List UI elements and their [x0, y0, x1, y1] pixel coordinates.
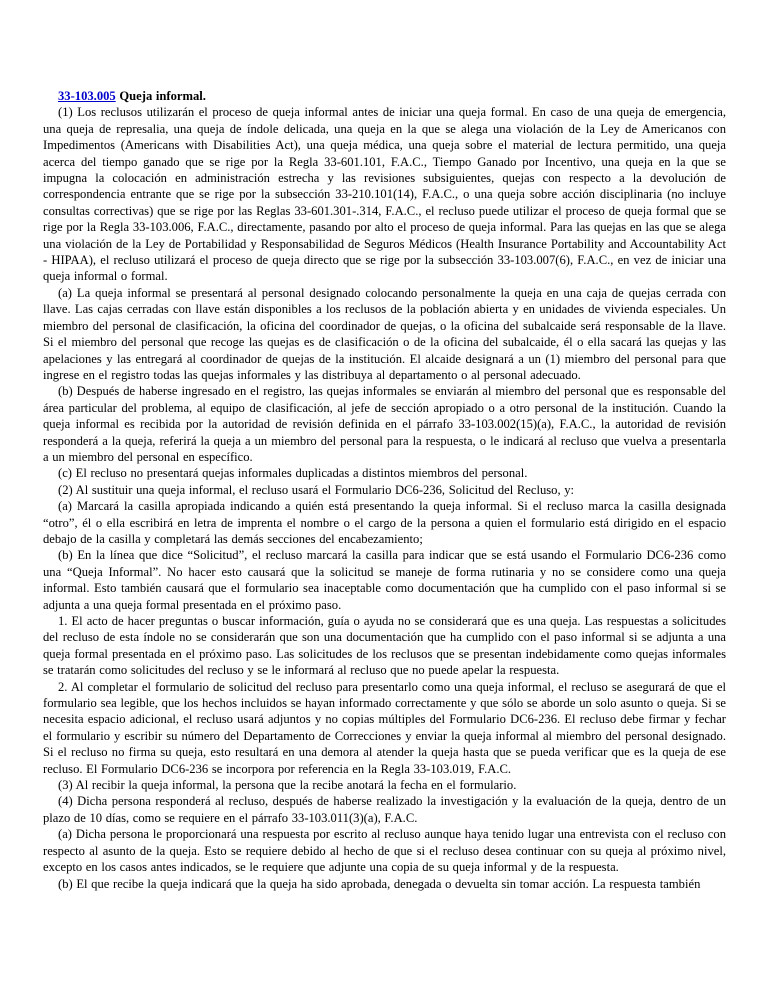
rule-number-link[interactable]: 33-103.005: [58, 89, 116, 103]
paragraph-2: (2) Al sustituir una queja informal, el recluso usará el Formulario DC6-236, Solicitud del Recluso, y:: [58, 482, 575, 497]
paragraph-1a: (a) La queja informal se presentará al personal designado colocando personalmente la queja en una caja de quejas cerrada con llave. Las cajas cerradas con llave están disponibles a los reclusos de la población abierta y en unidades de vivienda especiales. Un miembro del personal de clasificación, la oficina del coordinador de quejas, o la oficina del subalcaide será responsable de la llave. Si el miembro del personal que recoge las quejas es de clasificación o de la oficina del subalcaide, él o ella sacará las quejas y las apelaciones y las entregará al coordinador de quejas de la institución. El alcaide designará a un (1) miembro del personal para que ingrese en el registro todas las quejas informales y las distribuya al departamento o al personal adecuado.: [43, 285, 726, 382]
paragraph-1: (1) Los reclusos utilizarán el proceso de queja informal antes de iniciar una queja formal. En caso de una queja de emergencia, una queja de represalia, una queja de índole delicada, una queja en la que se alega una violación de la Ley de Americanos con Impedimentos (Americans with Disabilities Act), una queja médica, una queja sobre el material de lectura permitido, una queja acerca del tiempo ganado que se rige por la Regla 33-601.101, F.A.C., Tiempo Ganado por Incentivo, una queja en la que se impugna la colocación en administración estrecha y las revisiones subsiguientes, quejas con respecto a la devolución de correspondencia entrante que se rige por la subsección 33-210.101(14), F.A.C., o una queja sobre acción disciplinaria (no incluye consultas correctivas) que se rige por las Reglas 33-601.301-.314, F.A.C., el recluso puede utilizar el proceso de queja formal que se rige por la Regla 33-103.006, F.A.C., directamente, pasando por alto el proceso de queja informal. Para las quejas en las que se alega una violación de la Ley de Portabilidad y Responsabilidad de Seguros Médicos (Health Insurance Portability and Accountability Act - HIPAA), el recluso utilizará el proceso de queja directo que se rige por la subsección 33-103.007(6), F.A.C., en vez de iniciar una queja informal o formal.: [43, 105, 726, 284]
paragraph-4: (4) Dicha persona responderá al recluso, después de haberse realizado la investigación y la evaluación de la queja, dentro de un plazo de 10 días, como se requiere en el párrafo 33-103.011(3)(a), F.A.C.: [43, 794, 726, 825]
paragraph-1b: (b) Después de haberse ingresado en el registro, las quejas informales se enviarán al miembro del personal que es responsable del área particular del problema, al equipo de clasificación, al jefe de sección apropiado o a otro personal de la institución. Cuando la queja informal es recibida por la autoridad de revisión definida en el párrafo 33-103.002(15)(a), F.A.C., la autoridad de revisión responderá a la queja, referirá la queja a un miembro del personal para la respuesta, o le indicará al recluso que vuelva a presentarla a un miembro del personal en específico.: [43, 384, 726, 464]
paragraph-2b-1: 1. El acto de hacer preguntas o buscar información, guía o ayuda no se considerará que es una queja. Las respuestas a solicitudes del recluso de esta índole no se considerarán que son una documentación que ha cumplido con el paso informal si se adjunta a una queja formal presentada en el próximo paso. Las solicitudes de los reclusos que se presentan indebidamente como quejas informales se tratarán como solicitudes del recluso y se le informará al recluso que no puede apelar la respuesta.: [43, 614, 726, 678]
section-heading: [43, 88, 726, 104]
paragraph-2b-2: 2. Al completar el formulario de solicitud del recluso para presentarlo como una queja informal, el recluso se asegurará de que el formulario sea legible, que los hechos incluidos se hayan informado correctamente y que sólo se aborde un solo asunto o queja. Si se necesita espacio adicional, el recluso usará adjuntos y no copias múltiples del Formulario DC6-236. El recluso debe firmar y fechar el formulario y escribir su número del Departamento de Correcciones y enviar la queja informal al miembro del personal designado. Si el recluso no firma su queja, esto resultará en una demora al atender la queja hasta que se pueda verificar que es la queja de ese recluso. El Formulario DC6-236 se incorpora por referencia en la Regla 33-103.019, F.A.C.: [43, 679, 726, 776]
paragraph-4b: (b) El que recibe la queja indicará que la queja ha sido aprobada, denegada o devuelta sin tomar acción. La respuesta también: [58, 876, 701, 891]
paragraph-2a: (a) Marcará la casilla apropiada indicando a quién está presentando la queja informal. Si el recluso marca la casilla designada “otro”, él o ella escribirá en letra de imprenta el nombre o el cargo de la persona a quien el formulario está dirigido en el espacio debajo de la casilla y completará las demás secciones del encabezamiento;: [43, 499, 726, 546]
paragraph-4a: (a) Dicha persona le proporcionará una respuesta por escrito al recluso aunque haya tenido lugar una entrevista con el recluso con respecto al asunto de la queja. Esto se requiere debido al hecho de que si el recluso desea continuar con su queja al próximo nivel, excepto en los casos antes indicados, se le requiere que adjunte una copia de su queja informal y de la respuesta.: [43, 827, 726, 875]
paragraph-3: (3) Al recibir la queja informal, la persona que la recibe anotará la fecha en el formulario.: [58, 778, 517, 793]
paragraph-2b: (b) En la línea que dice “Solicitud”, el recluso marcará la casilla para indicar que se está usando el Formulario DC6-236 como una “Queja Informal”. No hacer esto causará que la solicitud se maneje de forma rutinaria y no se considere como una queja informal. Esto también causará que el formulario sea inaceptable como documentación que ha cumplido con el paso informal si se adjunta a una queja formal presentada en el próximo paso.: [43, 548, 726, 612]
paragraph-1c: (c) El recluso no presentará quejas informales duplicadas a distintos miembros del personal.: [58, 466, 528, 481]
section-title: Queja informal.: [115, 89, 206, 103]
